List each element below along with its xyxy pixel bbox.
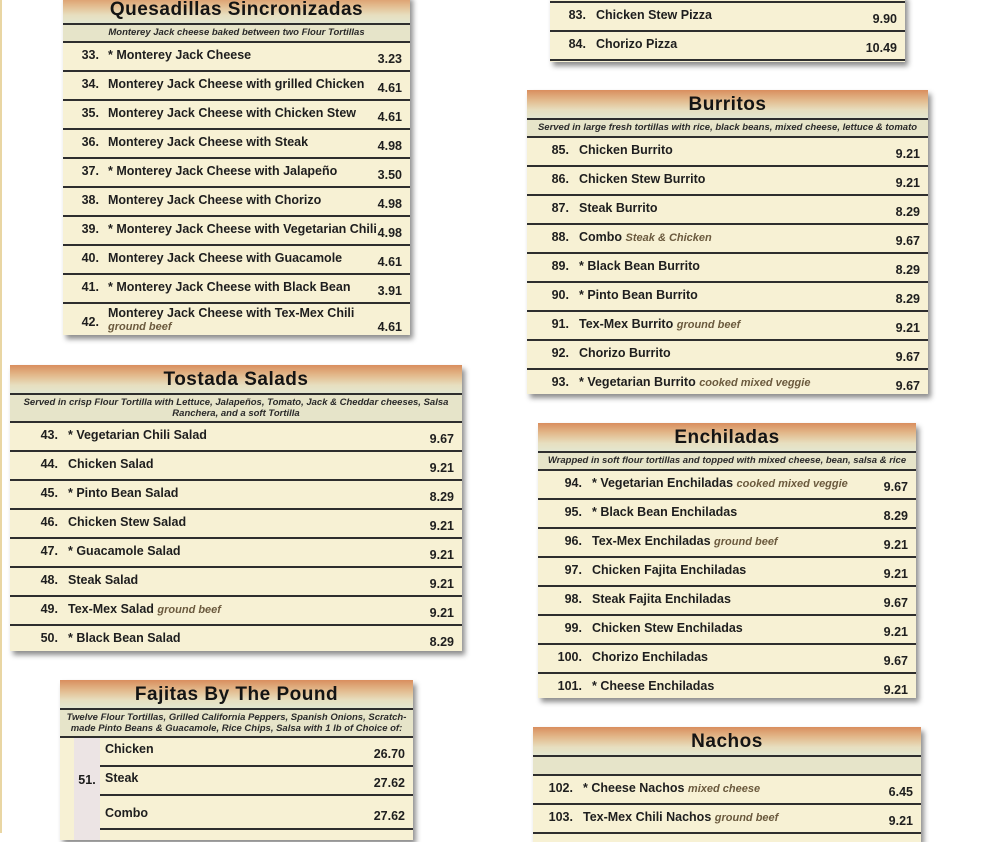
menu-item	[550, 32, 905, 61]
item-price: 9.21	[888, 814, 913, 828]
item-name-text: * Vegetarian Chili Salad	[68, 428, 207, 442]
menu-item	[63, 43, 410, 72]
item-name	[579, 259, 700, 273]
item-name	[68, 457, 153, 471]
item-number: 86.	[551, 172, 569, 186]
item-name	[108, 280, 350, 294]
item-note: cooked mixed veggie	[736, 478, 848, 490]
item-note: ground beef	[714, 812, 779, 824]
item-price: 9.67	[895, 379, 920, 393]
menu-item	[10, 481, 462, 510]
item-number: 38.	[81, 193, 99, 207]
item-name	[592, 592, 731, 606]
section-subtitle: Wrapped in soft flour tortillas and topped with mixed cheese, bean, salsa & rice	[538, 453, 916, 471]
menu-item	[533, 776, 921, 805]
item-price: 8.29	[895, 292, 920, 306]
item-name	[108, 222, 377, 236]
item-name-text: * Black Bean Salad	[68, 631, 181, 645]
item-name	[108, 307, 354, 334]
item-price: 9.67	[883, 480, 908, 494]
menu-item	[10, 539, 462, 568]
item-name-text: Tex-Mex Salad	[68, 602, 154, 616]
menu-item	[527, 341, 928, 370]
item-price: 9.21	[883, 625, 908, 639]
item-price: 27.62	[373, 809, 405, 823]
item-number: 83.	[568, 8, 586, 22]
menu-item	[10, 423, 462, 452]
item-number: 46.	[40, 515, 58, 529]
menu-item	[538, 616, 916, 645]
item-name	[592, 621, 743, 635]
item-name-text: Monterey Jack Cheese with Chicken Stew	[108, 106, 357, 120]
menu-item	[527, 312, 928, 341]
item-price: 8.29	[895, 205, 920, 219]
item-number: 96.	[564, 534, 582, 548]
item-name-text: * Monterey Jack Cheese with Vegetarian Chili	[108, 222, 377, 236]
item-name-text: * Pinto Bean Burrito	[579, 288, 698, 302]
item-number: 89.	[551, 259, 569, 273]
item-price: 9.21	[429, 577, 454, 591]
menu-item	[63, 304, 410, 335]
item-name-text: Tex-Mex Enchiladas	[592, 534, 711, 548]
section-subtitle: Served in crisp Flour Tortilla with Lettuce, Jalapeños, Tomato, Jack & Cheddar cheeses, Salsa Ranchera, and a soft Tortilla	[10, 395, 462, 423]
section-title: Enchiladas	[538, 423, 916, 453]
item-name-text: Chicken Burrito	[579, 143, 673, 157]
item-number: 92.	[551, 346, 569, 360]
item-number: 101.	[557, 679, 582, 693]
item-number: 87.	[551, 201, 569, 215]
item-number: 90.	[551, 288, 569, 302]
item-name-text: * Pinto Bean Salad	[68, 486, 179, 500]
item-name: Steak	[105, 771, 139, 785]
item-number: 36.	[81, 135, 99, 149]
item-number: 48.	[40, 573, 58, 587]
item-price: 27.62	[373, 776, 405, 790]
item-number: 43.	[40, 428, 58, 442]
item-name-text: Chicken Stew Pizza	[596, 8, 713, 22]
item-number: 98.	[564, 592, 582, 606]
item-number: 103.	[548, 810, 573, 824]
item-name-text: * Cheese Enchiladas	[592, 679, 715, 693]
menu-item	[10, 597, 462, 626]
item-name	[108, 193, 321, 207]
menu-item	[10, 510, 462, 539]
item-name-text: * Black Bean Burrito	[579, 259, 700, 273]
pizza-section	[550, 0, 905, 62]
item-price: 8.29	[429, 635, 454, 649]
menu-item	[550, 3, 905, 32]
fajita-choice	[100, 796, 413, 830]
item-name	[68, 631, 181, 645]
menu-item	[538, 558, 916, 587]
item-price: 9.90	[872, 12, 897, 26]
menu-item	[63, 130, 410, 159]
menu-item	[538, 529, 916, 558]
item-name-text: Steak Burrito	[579, 201, 658, 215]
item-name	[579, 288, 698, 302]
item-name	[583, 781, 760, 795]
item-price: 9.67	[429, 432, 454, 446]
item-name-text: Steak Fajita Enchiladas	[592, 592, 731, 606]
item-name: Chicken	[105, 742, 154, 756]
menu-item	[10, 568, 462, 597]
menu-item	[527, 225, 928, 254]
menu-item	[63, 101, 410, 130]
item-name	[68, 515, 186, 529]
item-name-text: Combo	[579, 230, 623, 244]
item-price: 9.67	[895, 234, 920, 248]
item-number: 85.	[551, 143, 569, 157]
item-number: 44.	[40, 457, 58, 471]
item-number: 34.	[81, 77, 99, 91]
item-name-text: Chorizo Burrito	[579, 346, 671, 360]
item-price: 9.21	[895, 176, 920, 190]
item-name-text: * Cheese Nachos	[583, 781, 685, 795]
item-number: 39.	[81, 222, 99, 236]
nachos-section	[533, 727, 921, 842]
item-price: 10.49	[865, 41, 897, 55]
item-name-text: * Vegetarian Enchiladas	[592, 476, 734, 490]
item-price: 9.67	[895, 350, 920, 364]
item-name-text: * Monterey Jack Cheese with Jalapeño	[108, 164, 338, 178]
item-name-text: Monterey Jack Cheese with grilled Chicken	[108, 77, 365, 91]
item-name	[68, 573, 138, 587]
menu-item	[538, 471, 916, 500]
item-price: 9.67	[883, 654, 908, 668]
item-name-text: Tex-Mex Burrito	[579, 317, 674, 331]
menu-item	[538, 674, 916, 698]
item-name	[592, 650, 708, 664]
item-name	[592, 476, 848, 490]
item-name-text: Chicken Salad	[68, 457, 154, 471]
fajita-choice	[100, 767, 413, 796]
item-price: 9.21	[429, 606, 454, 620]
item-name-text: Chicken Fajita Enchiladas	[592, 563, 747, 577]
item-name	[68, 428, 207, 442]
item-price: 6.45	[888, 785, 913, 799]
item-price: 4.98	[377, 226, 402, 240]
item-number: 35.	[81, 106, 99, 120]
item-price: 4.98	[377, 139, 402, 153]
item-name-text: * Monterey Jack Cheese	[108, 48, 252, 62]
item-name	[579, 317, 740, 331]
item-name-text: Monterey Jack Cheese with Tex-Mex Chili	[108, 306, 355, 320]
item-number: 50.	[40, 631, 58, 645]
page-left-border	[0, 0, 2, 833]
item-name	[68, 544, 181, 558]
menu-item	[63, 217, 410, 246]
item-name-text: Tex-Mex Chili Nachos	[583, 810, 712, 824]
item-price: 9.21	[429, 461, 454, 475]
item-name	[583, 810, 778, 824]
section-title: Fajitas By The Pound	[60, 680, 413, 710]
section-title: Nachos	[533, 727, 921, 757]
menu-item	[10, 626, 462, 651]
item-name	[108, 106, 356, 120]
fajita-choice	[100, 738, 413, 767]
item-name-text: Chicken Stew Burrito	[579, 172, 706, 186]
item-name-text: Monterey Jack Cheese with Chorizo	[108, 193, 322, 207]
menu-item	[527, 167, 928, 196]
item-name	[579, 172, 705, 186]
fajitas-section	[60, 680, 413, 840]
item-number: 102.	[548, 781, 573, 795]
menu-item	[10, 452, 462, 481]
item-name-text: Steak Salad	[68, 573, 139, 587]
item-name-text: * Guacamole Salad	[68, 544, 181, 558]
item-note: ground beef	[157, 604, 221, 616]
item-name	[592, 505, 737, 519]
item-price: 8.29	[429, 490, 454, 504]
item-name	[579, 143, 673, 157]
item-price: 9.67	[883, 596, 908, 610]
item-number: 41.	[81, 280, 99, 294]
item-number: 40.	[81, 251, 99, 265]
item-price: 3.23	[377, 52, 402, 66]
section-title: Tostada Salads	[10, 365, 462, 395]
item-name	[68, 486, 178, 500]
item-price: 3.91	[377, 284, 402, 298]
menu-item	[527, 283, 928, 312]
item-note: Steak & Chicken	[625, 232, 712, 244]
item-price: 8.29	[883, 509, 908, 523]
item-price: 4.61	[377, 255, 402, 269]
menu-item	[527, 370, 928, 394]
item-note: ground beef	[714, 536, 778, 548]
item-number: 47.	[40, 544, 58, 558]
item-name	[108, 135, 308, 149]
enchiladas-section	[538, 423, 916, 698]
item-number: 97.	[564, 563, 582, 577]
item-number-column	[74, 738, 100, 840]
item-price: 9.21	[883, 538, 908, 552]
menu-item	[63, 188, 410, 217]
item-name: Combo	[105, 806, 149, 820]
menu-item	[538, 587, 916, 616]
tostada-salads-section	[10, 365, 462, 651]
menu-item	[527, 138, 928, 167]
item-price: 9.21	[895, 147, 920, 161]
item-number: 33.	[81, 48, 99, 62]
item-price: 9.21	[895, 321, 920, 335]
item-number: 49.	[40, 602, 58, 616]
section-title: Burritos	[527, 90, 928, 120]
item-name	[596, 8, 712, 22]
menu-item	[63, 72, 410, 101]
item-number: 94.	[564, 476, 582, 490]
item-name-text: Chorizo Pizza	[596, 37, 678, 51]
section-title: Quesadillas Sincronizadas	[63, 0, 410, 25]
item-number: 37.	[81, 164, 99, 178]
item-price: 9.21	[429, 519, 454, 533]
item-price: 9.21	[883, 683, 908, 697]
burritos-section	[527, 90, 928, 394]
item-price: 9.21	[883, 567, 908, 581]
menu-item	[527, 196, 928, 225]
item-name	[108, 164, 337, 178]
item-number: 95.	[564, 505, 582, 519]
item-name	[592, 679, 714, 693]
item-name	[592, 563, 746, 577]
quesadillas-section	[63, 0, 410, 335]
item-price: 4.98	[377, 197, 402, 211]
item-name	[592, 534, 778, 548]
menu-item	[63, 246, 410, 275]
item-note: mixed cheese	[687, 783, 761, 795]
item-name-text: * Black Bean Enchiladas	[592, 505, 738, 519]
menu-item	[538, 500, 916, 529]
item-name	[108, 77, 364, 91]
item-price: 4.61	[377, 110, 402, 124]
item-number: 91.	[551, 317, 569, 331]
menu-item	[533, 805, 921, 834]
item-name-text: * Monterey Jack Cheese with Black Bean	[108, 280, 351, 294]
item-number: 100.	[557, 650, 582, 664]
item-price: 9.21	[429, 548, 454, 562]
section-subtitle: Monterey Jack cheese baked between two Flour Tortillas	[63, 25, 410, 43]
item-number: 51.	[78, 773, 96, 787]
item-number: 99.	[564, 621, 582, 635]
item-name-text: Monterey Jack Cheese with Steak	[108, 135, 309, 149]
item-name-text: * Vegetarian Burrito	[579, 375, 696, 389]
item-price: 3.50	[377, 168, 402, 182]
item-price: 4.61	[377, 81, 402, 95]
item-name-text: Monterey Jack Cheese with Guacamole	[108, 251, 343, 265]
item-name-text: Chicken Stew Enchiladas	[592, 621, 743, 635]
section-subtitle: Served in large fresh tortillas with rice, black beans, mixed cheese, lettuce & tomato	[527, 120, 928, 138]
item-name	[596, 37, 677, 51]
menu-item	[527, 254, 928, 283]
item-name	[579, 375, 810, 389]
menu-item	[63, 159, 410, 188]
item-note: ground beef	[676, 319, 741, 331]
item-price: 26.70	[373, 747, 405, 761]
item-name	[579, 346, 671, 360]
item-name-text: Chorizo Enchiladas	[592, 650, 708, 664]
item-number: 84.	[568, 37, 586, 51]
section-subtitle: Twelve Flour Tortillas, Grilled California Peppers, Spanish Onions, Scratch-made Pinto Beans & Guacamole, Rice Chips, Salsa with 1 lb of Choice of:	[60, 710, 413, 738]
item-number: 45.	[40, 486, 58, 500]
item-name	[108, 48, 251, 62]
item-name	[68, 602, 221, 616]
item-note: cooked mixed veggie	[699, 377, 811, 389]
item-price: 8.29	[895, 263, 920, 277]
item-name	[108, 251, 342, 265]
item-number: 42.	[81, 315, 99, 329]
item-price: 4.61	[377, 320, 402, 334]
menu-item	[538, 645, 916, 674]
item-name	[579, 230, 712, 244]
menu-item	[63, 275, 410, 304]
item-name-text: Chicken Stew Salad	[68, 515, 187, 529]
item-name	[579, 201, 658, 215]
item-note: ground beef	[108, 321, 172, 333]
item-number: 93.	[551, 375, 569, 389]
item-number: 88.	[551, 230, 569, 244]
